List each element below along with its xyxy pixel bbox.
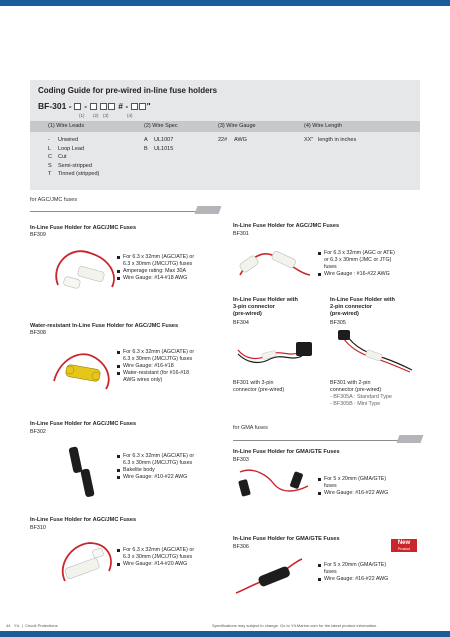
bf310-code: BF310 (30, 525, 46, 531)
new-product-badge (391, 539, 417, 552)
note-line: - BF305A : Standard Type (330, 394, 392, 400)
bf305-code: BF305 (330, 320, 346, 326)
footer-section: Circuit Protections (25, 623, 58, 628)
bf309-image (50, 245, 120, 305)
section-rule (30, 211, 198, 212)
lead-row: - Unwired (48, 137, 79, 143)
bf304-code: BF304 (233, 320, 249, 326)
footer-note: Specifications may subject to change. Go to YILMarine.com for the latest product information. (212, 623, 378, 628)
code-quote: " (146, 101, 151, 111)
wire-length-list (304, 136, 356, 145)
lead-row: C Cut (48, 154, 67, 160)
bf302-title: In-Line Fuse Holder for AGC/JMC Fuses (30, 421, 137, 427)
spec-item: Wire Gauge: #14-#18 AWG (117, 275, 194, 282)
caption-line: BF301 with 2-pin (330, 380, 371, 386)
product-label: Product (397, 547, 411, 551)
bf305-caption (330, 380, 392, 408)
spec-item-cont: fuses (324, 569, 337, 575)
bf303-title: In-Line Fuse Holder for GMA/GTE Fuses (233, 449, 340, 455)
code-num: (4) (127, 113, 133, 118)
fuse-icon-badge (397, 435, 424, 443)
lead-row: L Loop Lead (48, 145, 84, 152)
header-wire-length: (4) Wire Length (304, 123, 342, 129)
code-dash: - (125, 101, 129, 111)
code-pattern (38, 101, 151, 111)
caption-line: connector (pre-wired) (233, 387, 285, 393)
section-rule (233, 440, 401, 441)
bf306-image (232, 555, 320, 600)
code-box (100, 103, 107, 110)
spec-item: For 6.3 x 32mm (AGC or ATE) (318, 250, 395, 257)
bf305-title-line: 2-pin connector (330, 304, 372, 310)
spec-item: For 5 x 20mm (GMA/GTE) (318, 476, 388, 483)
caption-line: connector (pre-wired) (330, 387, 382, 393)
length-row: XX" length in inches (304, 137, 357, 143)
bf304-title-line: (pre-wired) (233, 311, 262, 317)
spec-item-cont: AWG wires only) (123, 377, 163, 383)
bf302-image (55, 445, 115, 505)
spec-item: Wire Gauge: #10-#22 AWG (117, 474, 194, 481)
bf302-code: BF302 (30, 429, 46, 435)
bf303-code: BF303 (233, 457, 249, 463)
spec-item-cont: 6.3 x 30mm (JMC/JTG) fuses (123, 460, 193, 466)
bf301-code: BF301 (233, 231, 249, 237)
section-gma-label: for GMA fuses (233, 425, 268, 431)
bf306-title: In-Line Fuse Holder for GMA/GTE Fuses (233, 536, 340, 542)
spec-item: For 6.3 x 32mm (AGC/ATE) or (117, 453, 194, 460)
spec-item: Amperage rating: Max 30A (117, 268, 194, 275)
coding-guide-box (30, 80, 420, 190)
spec-item-cont: fuses (324, 264, 337, 270)
note-line: - BF305B : Mini Type (330, 401, 381, 407)
spec-item-cont: or 6.3 x 30mm (JMC or JTG) (324, 257, 392, 263)
spec-item: Wire Gauge: #16-#18 (117, 363, 194, 370)
gauge-row: 22# AWG (218, 137, 247, 143)
bf301-specs (318, 250, 395, 278)
bf309-code: BF309 (30, 232, 46, 238)
spec-item: Water-resistant (for #16-#18 (117, 370, 194, 377)
spec-item-cont: fuses (324, 483, 337, 489)
header-wire-leads: (1) Wire Leads (48, 123, 85, 129)
bf308-specs (117, 349, 194, 384)
code-box (131, 103, 138, 110)
bf304-title-line: 3-pin connector (233, 304, 275, 310)
spec-row: A UL1007 (144, 137, 174, 143)
spec-item: Wire Gauge: #14-#20 AWG (117, 561, 194, 568)
bf310-title: In-Line Fuse Holder for AGC/JMC Fuses (30, 517, 137, 523)
lead-row: T Tinned (stripped) (48, 171, 100, 177)
bottom-color-band (0, 631, 450, 637)
bf308-title: Water-resistant In-Line Fuse Holder for AGC/JMC Fuses (30, 323, 179, 329)
footer-left: 44 YIL | Circuit Protections (6, 623, 58, 628)
bf305-title-line: (pre-wired) (330, 311, 359, 317)
header-wire-gauge: (3) Wire Gauge (218, 123, 256, 129)
spec-item-cont: 6.3 x 30mm (JMC/JTG) fuses (123, 554, 193, 560)
bf301-title: In-Line Fuse Holder for AGC/JMC Fuses (233, 223, 340, 229)
lead-row: S Semi-stripped (48, 162, 92, 169)
code-box (139, 103, 146, 110)
new-label: New (397, 540, 411, 546)
bf308-code: BF308 (30, 330, 46, 336)
spec-item-cont: 6.3 x 30mm (JMC/JTG) fuses (123, 356, 193, 362)
wire-gauge-list (218, 136, 247, 145)
bf310-image (55, 537, 120, 592)
code-box (90, 103, 97, 110)
footer-brand: YIL (13, 623, 20, 628)
code-num: (3) (103, 113, 109, 118)
spec-row: B UL1015 (144, 145, 174, 152)
page-number: 44 (6, 623, 11, 628)
spec-item-cont: 6.3 x 30mm (JMC/JTG) fuses (123, 261, 193, 267)
bf305-title-line: In-Line Fuse Holder with (330, 297, 395, 303)
wire-spec-list (144, 136, 173, 153)
spec-item: For 6.3 x 32mm (AGC/ATE) or (117, 254, 194, 261)
wire-leads-list (48, 136, 99, 179)
code-prefix: BF-301 - (38, 101, 72, 111)
bf305-image (336, 330, 416, 380)
header-wire-spec: (2) Wire Spec (144, 123, 178, 129)
code-num: (2) (93, 113, 99, 118)
code-box (108, 103, 115, 110)
code-dash: - (84, 101, 88, 111)
bf308-image (50, 345, 120, 395)
bf304-title-line: In-Line Fuse Holder with (233, 297, 298, 303)
spec-item: For 5 x 20mm (GMA/GTE) (318, 562, 388, 569)
spec-item: Bakelite body (117, 467, 194, 474)
bf304-image (236, 330, 326, 375)
coding-guide-title: Coding Guide for pre-wired in-line fuse holders (38, 86, 218, 95)
spec-item: For 6.3 x 32mm (AGC/ATE) or (117, 547, 194, 554)
bf303-image (234, 466, 314, 504)
code-hash: # (118, 101, 123, 111)
code-num: (1) (79, 113, 85, 118)
bf305-title (330, 297, 395, 318)
bf304-title (233, 297, 298, 318)
caption-line: BF301 with 3-pin (233, 380, 274, 386)
bf302-specs (117, 453, 194, 481)
guide-header-band (30, 121, 420, 132)
bf309-specs (117, 254, 194, 282)
bf304-caption (233, 380, 284, 394)
bf306-specs (318, 562, 388, 583)
fuse-icon-badge (195, 206, 222, 214)
bf309-title: In-Line Fuse Holder for AGC/JMC Fuses (30, 225, 137, 231)
spec-item: For 6.3 x 32mm (AGC/ATE) or (117, 349, 194, 356)
spec-item: Wire Gauge: #16-#22 AWG (318, 490, 388, 497)
bf306-code: BF306 (233, 544, 249, 550)
bf301-image (236, 245, 314, 290)
spec-item: Wire Gauge : #16-#22 AWG (318, 271, 395, 278)
top-color-band (0, 0, 450, 6)
section-agc-label: for AGC/JMC fuses (30, 197, 78, 203)
code-box (74, 103, 81, 110)
spec-item: Wire Gauge: #16-#22 AWG (318, 576, 388, 583)
bf310-specs (117, 547, 194, 568)
bf303-specs (318, 476, 388, 497)
